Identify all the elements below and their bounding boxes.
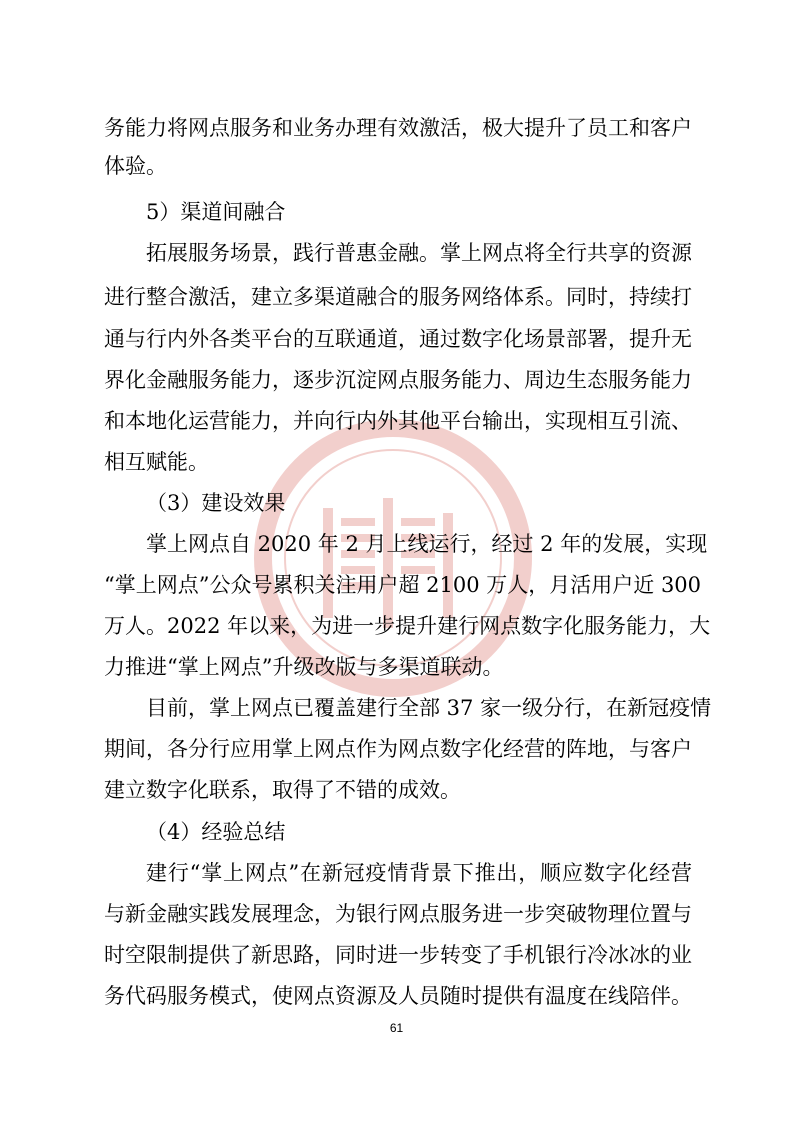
body-text-line: 与新金融实践发展理念，为银行网点服务进一步突破物理位置与	[104, 902, 692, 926]
body-text-line: 建行“掌上网点”在新冠疫情背景下推出，顺应数字化经营	[146, 861, 692, 885]
body-text-line: 和本地化运营能力，并向行内外其他平台输出，实现相互引流、	[104, 409, 692, 433]
body-text-line: 界化金融服务能力，逐步沉淀网点服务能力、周边生态服务能力	[104, 368, 692, 392]
body-text-line: 建立数字化联系，取得了不错的成效。	[104, 778, 461, 802]
body-text-line: 时空限制提供了新思路，同时进一步转变了手机银行冷冰冰的业	[104, 943, 692, 967]
section-heading: 5）渠道间融合	[146, 200, 286, 224]
body-text-line: 期间，各分行应用掌上网点作为网点数字化经营的阵地，与客户	[104, 737, 692, 761]
page-number: 61	[389, 1021, 404, 1035]
section-heading: （3）建设效果	[146, 491, 286, 515]
section-heading: （4）经验总结	[146, 820, 286, 844]
body-text-line: 拓展服务场景，践行普惠金融。掌上网点将全行共享的资源	[146, 241, 692, 265]
body-text-line: 务能力将网点服务和业务办理有效激活，极大提升了员工和客户	[104, 116, 692, 140]
body-text-line: 掌上网点自 2020 年 2 月上线运行，经过 2 年的发展，实现	[146, 532, 708, 556]
body-text-line: 体验。	[104, 154, 167, 178]
body-text-line: 力推进“掌上网点”升级改版与多渠道联动。	[104, 655, 504, 679]
body-text-line: 通与行内外各类平台的互联通道，通过数字化场景部署，提升无	[104, 327, 692, 351]
body-text-line: 万人。2022 年以来，为进一步提升建行网点数字化服务能力，大	[104, 614, 711, 638]
body-text-line: “掌上网点”公众号累积关注用户超 2100 万人，月活用户近 300	[104, 573, 702, 597]
body-text-line: 目前，掌上网点已覆盖建行全部 37 家一级分行，在新冠疫情	[146, 696, 712, 720]
body-text-line: 务代码服务模式，使网点资源及人员随时提供有温度在线陪伴。	[104, 984, 692, 1008]
body-text-line: 相互赋能。	[104, 450, 209, 474]
body-text-line: 进行整合激活，建立多渠道融合的服务网络体系。同时，持续打	[104, 285, 692, 309]
